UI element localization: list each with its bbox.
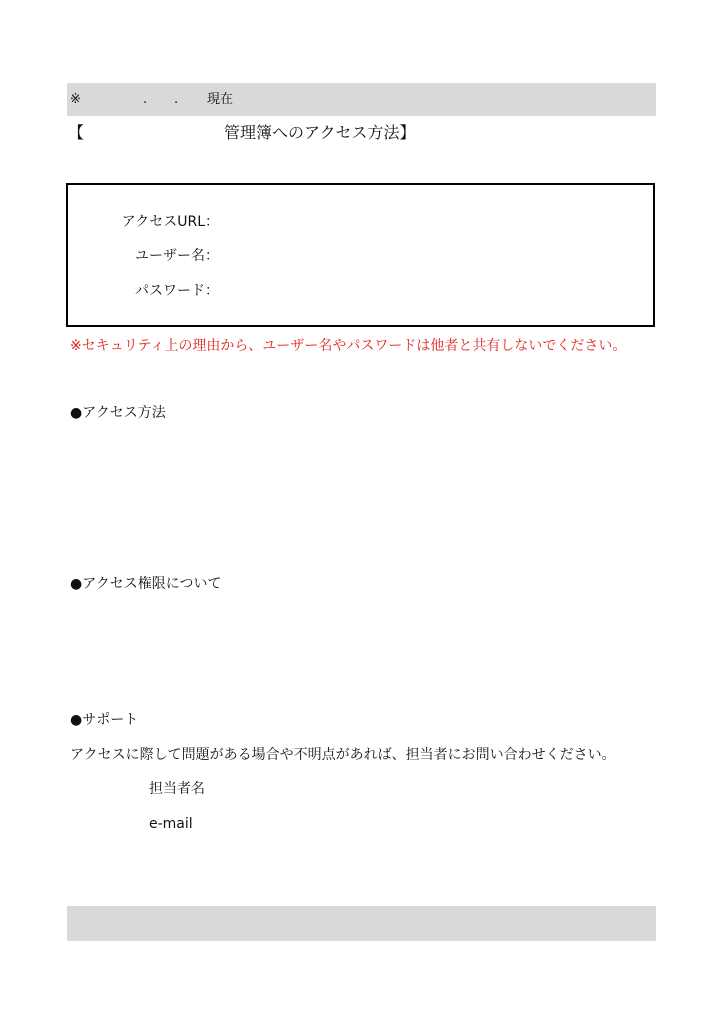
support-heading: ●サポート <box>70 712 139 728</box>
security-warning: ※セキュリティ上の理由から、ユーザー名やパスワードは他者と共有しないでください。 <box>70 338 627 354</box>
open-bracket: 【 <box>68 123 85 142</box>
footer-bar <box>67 906 656 941</box>
date-dot-2: . <box>174 92 179 107</box>
note-mark: ※ <box>70 92 81 107</box>
current-label: 現在 <box>207 92 234 107</box>
credentials-box <box>66 183 655 327</box>
date-header-bar <box>67 83 656 116</box>
access-method-heading: ●アクセス方法 <box>70 405 166 421</box>
contact-name-label: 担当者名 <box>149 781 205 797</box>
page-title: 管理簿へのアクセス方法】 <box>224 123 416 142</box>
date-dot-1: . <box>143 92 148 107</box>
username-label: ユーザー名： <box>135 248 219 264</box>
password-label: パスワード： <box>135 283 219 299</box>
access-rights-heading: ●アクセス権限について <box>70 576 222 592</box>
access-url-label: アクセスURL： <box>121 214 219 230</box>
email-label: e-mail <box>149 816 193 832</box>
support-body: アクセスに際して問題がある場合や不明点があれば、担当者にお問い合わせください。 <box>70 747 616 763</box>
